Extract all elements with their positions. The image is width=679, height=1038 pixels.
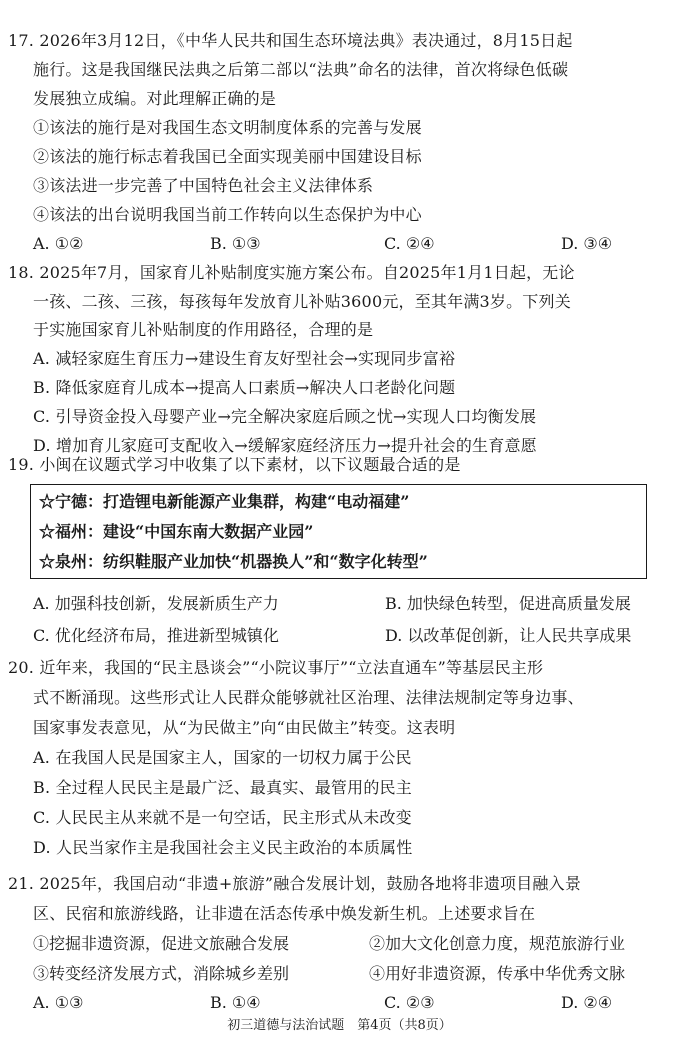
q17-option-b[interactable]: B. ①③ — [210, 234, 261, 253]
q17-item-2: ②该法的施行标志着我国已全面实现美丽中国建设目标 — [33, 147, 422, 166]
q17-option-d[interactable]: D. ③④ — [561, 234, 613, 253]
q20-stem-line-1: 20. 近年来，我国的“民主恳谈会”“小院议事厅”“立法直通车”等基层民主形 — [8, 658, 544, 677]
q21-item-3: ③转变经济发展方式，消除城乡差别 — [33, 964, 290, 983]
q17-item-3: ③该法进一步完善了中国特色社会主义法律体系 — [33, 176, 374, 195]
q17-item-1: ①该法的施行是对我国生态文明制度体系的完善与发展 — [33, 118, 422, 137]
q17-option-c[interactable]: C. ②④ — [384, 234, 435, 253]
q19-option-c[interactable]: C. 优化经济布局，推进新型城镇化 — [33, 626, 279, 645]
q21-option-a[interactable]: A. ①③ — [33, 993, 84, 1012]
q19-option-a[interactable]: A. 加强科技创新，发展新质生产力 — [33, 594, 279, 613]
q17-stem-line-3: 发展独立成编。对此理解正确的是 — [33, 89, 277, 108]
q19-material-box — [30, 484, 647, 579]
q18-option-d[interactable]: D. 增加育儿家庭可支配收入→缓解家庭经济压力→提升社会的生育意愿 — [33, 436, 537, 455]
q18-option-c[interactable]: C. 引导资金投入母婴产业→完全解决家庭后顾之忧→实现人口均衡发展 — [33, 407, 537, 426]
q19-option-b[interactable]: B. 加快绿色转型，促进高质量发展 — [385, 594, 631, 613]
q17-stem-line-2: 施行。这是我国继民法典之后第二部以“法典”命名的法律，首次将绿色低碳 — [33, 60, 569, 79]
q20-option-c[interactable]: C. 人民民主从来就不是一句空话，民主形式从未改变 — [33, 808, 412, 827]
q18-option-a[interactable]: A. 减轻家庭生育压力→建设生育友好型社会→实现同步富裕 — [33, 349, 456, 368]
q20-stem-line-2: 式不断涌现。这些形式让人民群众能够就社区治理、法律法规制定等身边事、 — [33, 688, 584, 707]
q21-item-4: ④用好非遗资源，传承中华优秀文脉 — [369, 964, 626, 983]
q17-stem-line-1: 17. 2026年3月12日，《中华人民共和国生态环境法典》表决通过，8月15日起 — [8, 31, 573, 50]
q20-stem-line-3: 国家事发表意见，从“为民做主”向“由民做主”转变。这表明 — [33, 718, 456, 737]
q21-option-b[interactable]: B. ①④ — [210, 993, 261, 1012]
q19-stem-line-1: 19. 小闽在议题式学习中收集了以下素材，以下议题最合适的是 — [8, 455, 461, 474]
q20-option-d[interactable]: D. 人民当家作主是我国社会主义民主政治的本质属性 — [33, 838, 413, 857]
q21-option-c[interactable]: C. ②③ — [384, 993, 435, 1012]
q18-stem-line-1: 18. 2025年7月，国家育儿补贴制度实施方案公布。自2025年1月1日起，无论 — [8, 263, 575, 282]
page-footer: 初三道德与法治试题 第4页（共8页） — [227, 1018, 452, 1033]
q19-option-d[interactable]: D. 以改革促创新，让人民共享成果 — [385, 626, 632, 645]
q21-stem-line-2: 区、民宿和旅游线路，让非遗在活态传承中焕发新生机。上述要求旨在 — [33, 904, 536, 923]
q21-item-1: ①挖掘非遗资源，促进文旅融合发展 — [33, 934, 290, 953]
q21-option-d[interactable]: D. ②④ — [561, 993, 613, 1012]
q19-material-quanzhou: ☆泉州：纺织鞋服产业加快“机器换人”和“数字化转型” — [39, 552, 428, 571]
q20-option-a[interactable]: A. 在我国人民是国家主人，国家的一切权力属于公民 — [33, 748, 412, 767]
q17-option-a[interactable]: A. ①② — [33, 234, 84, 253]
q18-stem-line-2: 一孩、二孩、三孩，每孩每年发放育儿补贴3600元，至其年满3岁。下列关 — [33, 292, 571, 311]
q19-material-fuzhou: ☆福州：建设“中国东南大数据产业园” — [39, 522, 314, 541]
q18-option-b[interactable]: B. 降低家庭育儿成本→提高人口素质→解决人口老龄化问题 — [33, 378, 456, 397]
q21-item-2: ②加大文化创意力度，规范旅游行业 — [369, 934, 626, 953]
q19-material-ningde: ☆宁德：打造锂电新能源产业集群，构建“电动福建” — [39, 492, 410, 511]
q20-option-b[interactable]: B. 全过程人民民主是最广泛、最真实、最管用的民主 — [33, 778, 412, 797]
q21-stem-line-1: 21. 2025年，我国启动“非遗+旅游”融合发展计划，鼓励各地将非遗项目融入景 — [8, 874, 582, 893]
q17-item-4: ④该法的出台说明我国当前工作转向以生态保护为中心 — [33, 205, 422, 224]
q18-stem-line-3: 于实施国家育儿补贴制度的作用路径，合理的是 — [33, 320, 374, 339]
